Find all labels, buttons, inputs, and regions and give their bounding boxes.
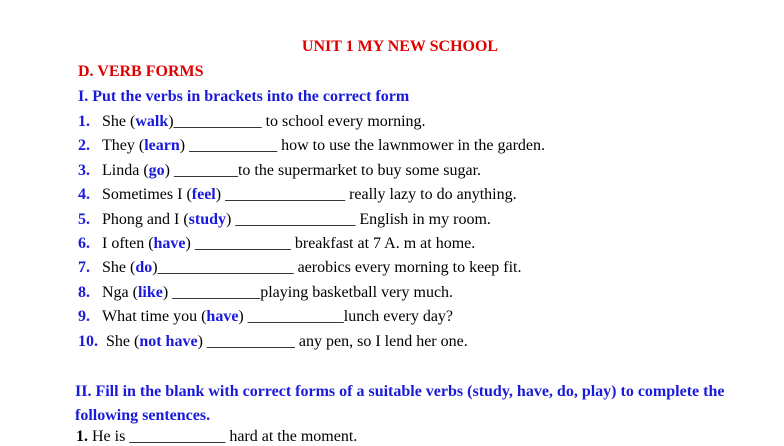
- exercise-1-list: [78, 110, 545, 354]
- item-text-after: ) ___________ any pen, so I lend her one.: [197, 332, 468, 350]
- item-verb: study: [188, 210, 227, 228]
- item-text-before: I often (: [102, 234, 154, 252]
- exercise-item: [78, 256, 545, 280]
- item-text-after: ) ____________ breakfast at 7 A. m at home.: [185, 234, 476, 252]
- item-text-after: ) ____________lunch every day?: [238, 308, 454, 326]
- item-verb: have: [153, 234, 186, 252]
- exercise-item: [78, 110, 545, 134]
- exercise-2-item: [76, 428, 357, 446]
- item-number: 1.: [78, 113, 90, 130]
- item-number: 10.: [78, 332, 98, 350]
- exercise-item: [78, 281, 545, 305]
- item-number: 5.: [78, 210, 90, 228]
- item-verb: feel: [191, 186, 216, 204]
- item-verb: walk: [135, 113, 169, 130]
- item-text-before: What time you (: [102, 308, 207, 326]
- item-verb: learn: [144, 137, 180, 155]
- item-verb: have: [206, 308, 239, 326]
- item-text-before: They (: [102, 137, 145, 155]
- item-text-after: ) _______________ English in my room.: [226, 210, 491, 228]
- item-text-after: ) ________to the supermarket to buy some sugar.: [164, 161, 482, 179]
- item-verb: do: [135, 259, 153, 277]
- item-verb: not have: [139, 332, 198, 350]
- exercise-item: [78, 183, 545, 207]
- exercise-item: [78, 159, 545, 183]
- exercise-item: [78, 208, 545, 232]
- item-text-before: She (: [102, 113, 136, 130]
- item-text-before: Nga (: [102, 283, 138, 301]
- item-verb: like: [137, 283, 163, 301]
- item-text-before: She (: [106, 332, 140, 350]
- item-text-after: )___________ to school every morning.: [168, 113, 426, 130]
- item-text-before: Sometimes I (: [102, 186, 192, 204]
- exercise-1-instruction: I. Put the verbs in brackets into the correct form: [78, 88, 410, 105]
- item-text-after: ) ___________ how to use the lawnmower in the garden.: [179, 137, 546, 155]
- item-text: He is ____________ hard at the moment.: [88, 428, 358, 445]
- item-text-after: ) _______________ really lazy to do anything.: [215, 186, 517, 204]
- item-number: 9.: [78, 308, 90, 326]
- item-number: 6.: [78, 234, 90, 252]
- exercise-item: [78, 134, 545, 158]
- item-text-before: Phong and I (: [102, 210, 189, 228]
- item-text-after: ) ___________playing basketball very much.: [162, 283, 454, 301]
- item-number: 1.: [76, 428, 88, 445]
- exercise-item: [78, 305, 545, 329]
- section-heading: D. VERB FORMS: [78, 63, 204, 80]
- item-text-after: )_________________ aerobics every morning to keep fit.: [152, 259, 522, 277]
- exercise-item: [78, 232, 545, 256]
- page-title: UNIT 1 MY NEW SCHOOL: [301, 38, 499, 55]
- item-number: 7.: [78, 259, 90, 277]
- item-number: 8.: [78, 283, 90, 301]
- item-number: 4.: [78, 186, 90, 204]
- item-number: 2.: [78, 137, 90, 155]
- item-number: 3.: [78, 161, 90, 179]
- exercise-item: [78, 330, 545, 354]
- exercise-2-instruction: II. Fill in the blank with correct forms of a suitable verbs (study, have, do, play) to complete the following sentences.: [75, 383, 725, 424]
- item-text-before: She (: [102, 259, 136, 277]
- item-verb: go: [148, 161, 165, 179]
- item-text-before: Linda (: [102, 161, 149, 179]
